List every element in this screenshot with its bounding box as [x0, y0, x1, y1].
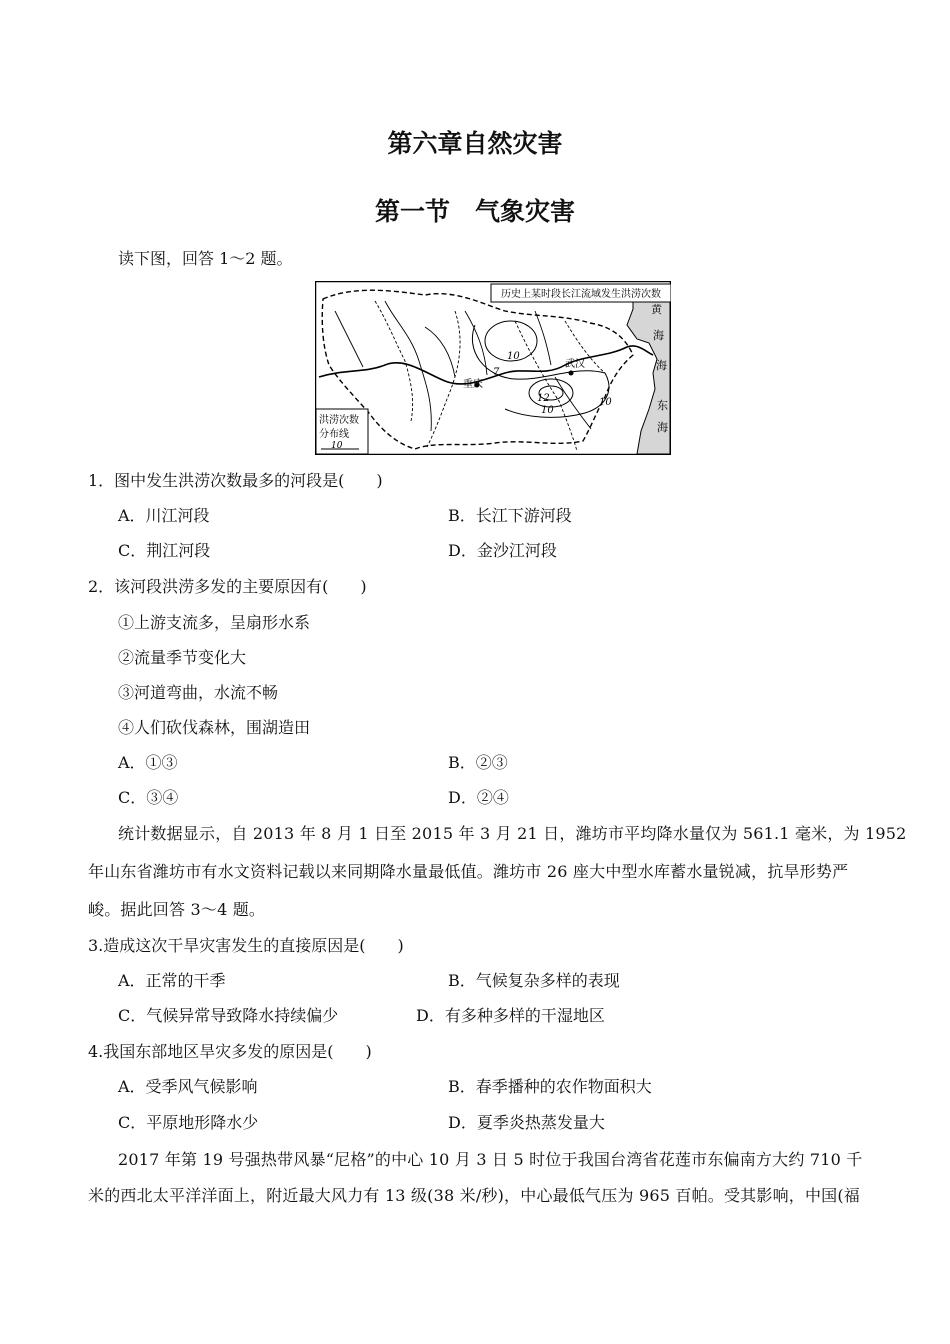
q4-option-c: C．平原地形降水少	[118, 1113, 259, 1132]
q2-statement-1: ①上游支流多，呈扇形水系	[118, 613, 311, 632]
city-chongqing: 重庆	[463, 379, 483, 390]
sea-label-hai-1: 海	[653, 329, 664, 342]
q1-option-b: B．长江下游河段	[448, 506, 572, 525]
city-wuhan: 武汉	[565, 359, 585, 370]
contour-label-5: 10	[599, 397, 612, 408]
q2-statement-3: ③河道弯曲，水流不畅	[118, 683, 279, 702]
section-title: 第一节 气象灾害	[374, 197, 575, 226]
sea-label-hai-3: 海	[657, 421, 668, 434]
yangtze-flood-map	[315, 281, 671, 455]
q4-option-a: A．受季风气候影响	[118, 1077, 258, 1096]
q4-option-d: D．夏季炎热蒸发量大	[448, 1113, 605, 1132]
map-title: 历史上某时段长江流域发生洪涝次数	[501, 289, 661, 300]
passage2-line-3: 峻。据此回答 3～4 题。	[88, 900, 266, 919]
passage2-line-1: 统计数据显示，自 2013 年 8 月 1 日至 2015 年 3 月 21 日，潍坊市平均降水量仅为 561.1 毫米，为 1952	[118, 824, 907, 843]
contour-label-4: 10	[541, 405, 554, 416]
q2-option-d: D．②④	[448, 788, 509, 807]
legend-line-1: 洪涝次数	[319, 415, 359, 426]
chapter-title: 第六章自然灾害	[387, 129, 563, 158]
q4-stem: 4.我国东部地区旱灾多发的原因是( )	[88, 1042, 372, 1061]
contour-label-3: 12	[537, 393, 550, 404]
legend-line-2: 分布线	[319, 429, 349, 440]
q3-option-c: C．气候异常导致降水持续偏少	[118, 1006, 339, 1025]
q4-option-b: B．春季播种的农作物面积大	[448, 1077, 652, 1096]
passage2-line-2: 年山东省潍坊市有水文资料记载以来同期降水量最低值。潍坊市 26 座大中型水库蓄水量锐减，抗旱形势严	[88, 862, 849, 881]
passage3-line-2: 米的西北太平洋洋面上，附近最大风力有 13 级(38 米/秒)，中心最低气压为 965 百帕。受其影响，中国(福	[88, 1186, 861, 1205]
sea-label-dong: 东	[657, 399, 668, 412]
q2-option-a: A．①③	[118, 753, 178, 772]
q1-option-d: D．金沙江河段	[448, 541, 557, 560]
q2-stem: 2．该河段洪涝多发的主要原因有( )	[88, 577, 367, 596]
contour-label-2: 7	[493, 367, 500, 378]
passage3-line-1: 2017 年第 19 号强热带风暴“尼格”的中心 10 月 3 日 5 时位于我国台湾省花莲市东偏南方大约 710 千	[118, 1150, 863, 1169]
q2-option-b: B．②③	[448, 753, 508, 772]
q1-option-c: C．荆江河段	[118, 541, 211, 560]
q1-option-a: A．川江河段	[118, 506, 210, 525]
q1-stem: 1．图中发生洪涝次数最多的河段是( )	[88, 471, 383, 490]
intro-text: 读下图，回答 1～2 题。	[118, 249, 293, 268]
q2-statement-2: ②流量季节变化大	[118, 648, 247, 667]
sea-label-huang: 黄	[651, 303, 662, 316]
q2-option-c: C．③④	[118, 788, 179, 807]
sea-label-hai-2: 海	[656, 359, 667, 372]
q3-option-a: A．正常的干季	[118, 971, 226, 990]
legend-value: 10	[331, 441, 343, 451]
q3-option-b: B．气候复杂多样的表现	[448, 971, 620, 990]
q3-stem: 3.造成这次干旱灾害发生的直接原因是( )	[88, 936, 404, 955]
q2-statement-4: ④人们砍伐森林，围湖造田	[118, 718, 311, 737]
q3-option-d: D．有多种多样的干湿地区	[416, 1006, 605, 1025]
contour-label-1: 10	[507, 351, 520, 362]
